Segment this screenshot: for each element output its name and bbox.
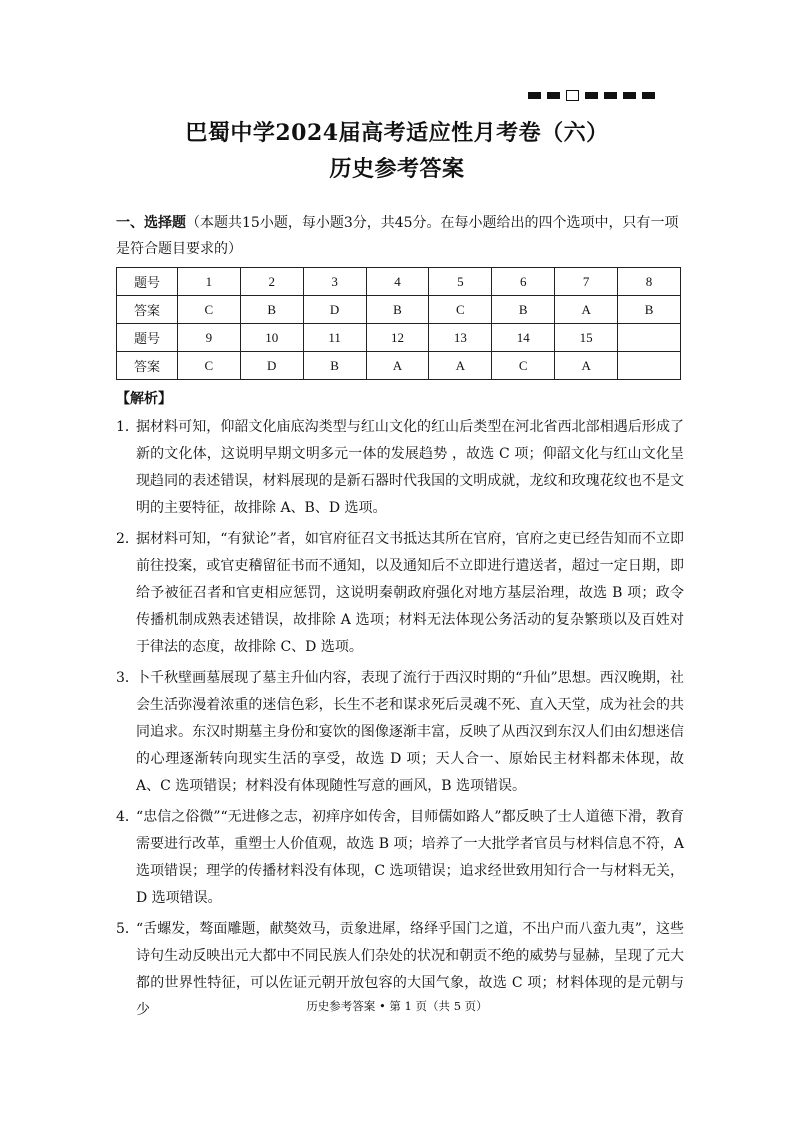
table-cell: 5 xyxy=(429,268,492,296)
table-cell: A xyxy=(366,352,429,380)
item-text: 卜千秋壁画墓展现了墓主升仙内容，表现了流行于西汉时期的“升仙”思想。西汉晚期，社会生活弥漫着浓重的迷信色彩，长生不老和谋求死后灵魂不死、直入天堂，成为社会的共同追求。东汉时期墓主身份和宴饮的图像逐渐丰富，反映了从西汉到东汉人们由幻想迷信的心理逐渐转向现实生活的享受，故选 D 项；天人合一、原始民主材料都未体现，故 A、C 选项错误；材料没有体现随性写意的画风，B 选项错误。 xyxy=(136,670,684,794)
row-label: 答案 xyxy=(117,296,178,324)
table-cell: 13 xyxy=(429,324,492,352)
table-cell: 7 xyxy=(555,268,618,296)
table-cell: 11 xyxy=(303,324,366,352)
table-row xyxy=(117,324,681,352)
item-number: 1． xyxy=(116,419,139,435)
list-item xyxy=(116,526,684,661)
item-text: 据材料可知，仰韶文化庙底沟类型与红山文化的红山后类型在河北省西北部相遇后形成了新的文化体，这说明早期文明多元一体的发展趋势 ，故选 C 项；仰韶文化与红山文化呈现趋同的表述错误，材料展现的是新石器时代我国的文明成就，龙纹和玫瑰花纹也不是文明的主要特征，故排除 A、B、D 选项。 xyxy=(136,419,684,516)
table-cell: C xyxy=(429,296,492,324)
table-cell: B xyxy=(366,296,429,324)
table-cell: 8 xyxy=(618,268,681,296)
list-item xyxy=(116,414,684,522)
table-cell: 14 xyxy=(492,324,555,352)
item-number: 2． xyxy=(116,531,139,547)
row-label: 题号 xyxy=(117,268,178,296)
table-cell: B xyxy=(240,296,303,324)
list-item xyxy=(116,665,684,800)
analysis-heading: 【解析】 xyxy=(116,391,172,407)
table-cell xyxy=(618,324,681,352)
table-cell: A xyxy=(429,352,492,380)
page-footer: 历史参考答案 • 第 1 页（共 5 页） xyxy=(306,999,488,1013)
document-title: 巴蜀中学2024届高考适应性月考卷（六） xyxy=(185,120,609,146)
document-subtitle: 历史参考答案 xyxy=(329,156,465,182)
table-cell: B xyxy=(492,296,555,324)
table-cell: D xyxy=(303,296,366,324)
section-description: （本题共15小题，每小题3分，共45分。在每小题给出的四个选项中，只有一项是符合题目要求的） xyxy=(116,215,679,257)
item-text: “舌螺发，骜面雕题，献獒效马，贡象进犀，络绎乎国门之道，不出户而八蛮九夷”，这些诗句生动反映出元大都中不同民族人们杂处的状况和朝贡不绝的威势与显赫，呈现了元大都的世界性特征，可以佐证元朝开放包容的大国气象，故选 C 项；材料体现的是元朝与少 xyxy=(136,921,684,1018)
header-mark xyxy=(604,92,617,99)
table-row xyxy=(117,268,681,296)
table-cell: 15 xyxy=(555,324,618,352)
table-cell: 6 xyxy=(492,268,555,296)
header-mark xyxy=(623,92,636,99)
table-row xyxy=(117,296,681,324)
table-cell: 9 xyxy=(177,324,240,352)
header-mark xyxy=(547,92,560,99)
table-cell: 10 xyxy=(240,324,303,352)
table-cell: 2 xyxy=(240,268,303,296)
analysis-list xyxy=(116,414,684,1028)
row-label: 题号 xyxy=(117,324,178,352)
header-marks xyxy=(528,92,655,101)
table-cell: D xyxy=(240,352,303,380)
table-cell: 4 xyxy=(366,268,429,296)
item-text: 据材料可知，“有狱论”者，如官府征召文书抵达其所在官府，官府之吏已经告知而不立即前往投案，或官吏稽留征书而不通知，以及通知后不立即进行遣送者，超过一定日期，即给予被征召者和官吏相应惩罚，这说明秦朝政府强化对地方基层治理，故选 B 项；政令传播机制成熟表述错误，故排除 A 选项；材料无法体现公务活动的复杂繁琐以及百姓对于律法的态度，故排除 C、D 选项。 xyxy=(136,531,684,655)
item-number: 4． xyxy=(116,809,139,825)
table-cell: C xyxy=(177,352,240,380)
table-cell: 1 xyxy=(177,268,240,296)
item-number: 5． xyxy=(116,921,139,937)
table-cell: A xyxy=(555,296,618,324)
item-number: 3． xyxy=(116,670,139,686)
table-cell: 12 xyxy=(366,324,429,352)
header-mark xyxy=(528,92,541,99)
item-text: “忠信之俗微”“无进修之志，初痒序如传舍，目师儒如路人”都反映了士人道德下滑，教育需要进行改革，重塑士人价值观，故选 B 项；培养了一大批学者官员与材料信息不符，A 选项错误；理学的传播材料没有体现，C 选项错误；追求经世致用知行合一与材料无关，D 选项错误。 xyxy=(136,809,684,906)
row-label: 答案 xyxy=(117,352,178,380)
table-cell: B xyxy=(618,296,681,324)
table-cell: B xyxy=(303,352,366,380)
answer-table xyxy=(116,267,681,380)
table-cell: 3 xyxy=(303,268,366,296)
table-cell: C xyxy=(492,352,555,380)
table-cell xyxy=(618,352,681,380)
header-mark xyxy=(585,92,598,99)
table-row xyxy=(117,352,681,380)
list-item xyxy=(116,804,684,912)
section-intro xyxy=(116,210,684,262)
header-mark-hollow xyxy=(566,90,579,101)
table-cell: A xyxy=(555,352,618,380)
section-heading: 一、选择题 xyxy=(116,215,186,231)
header-mark xyxy=(642,92,655,99)
table-cell: C xyxy=(177,296,240,324)
